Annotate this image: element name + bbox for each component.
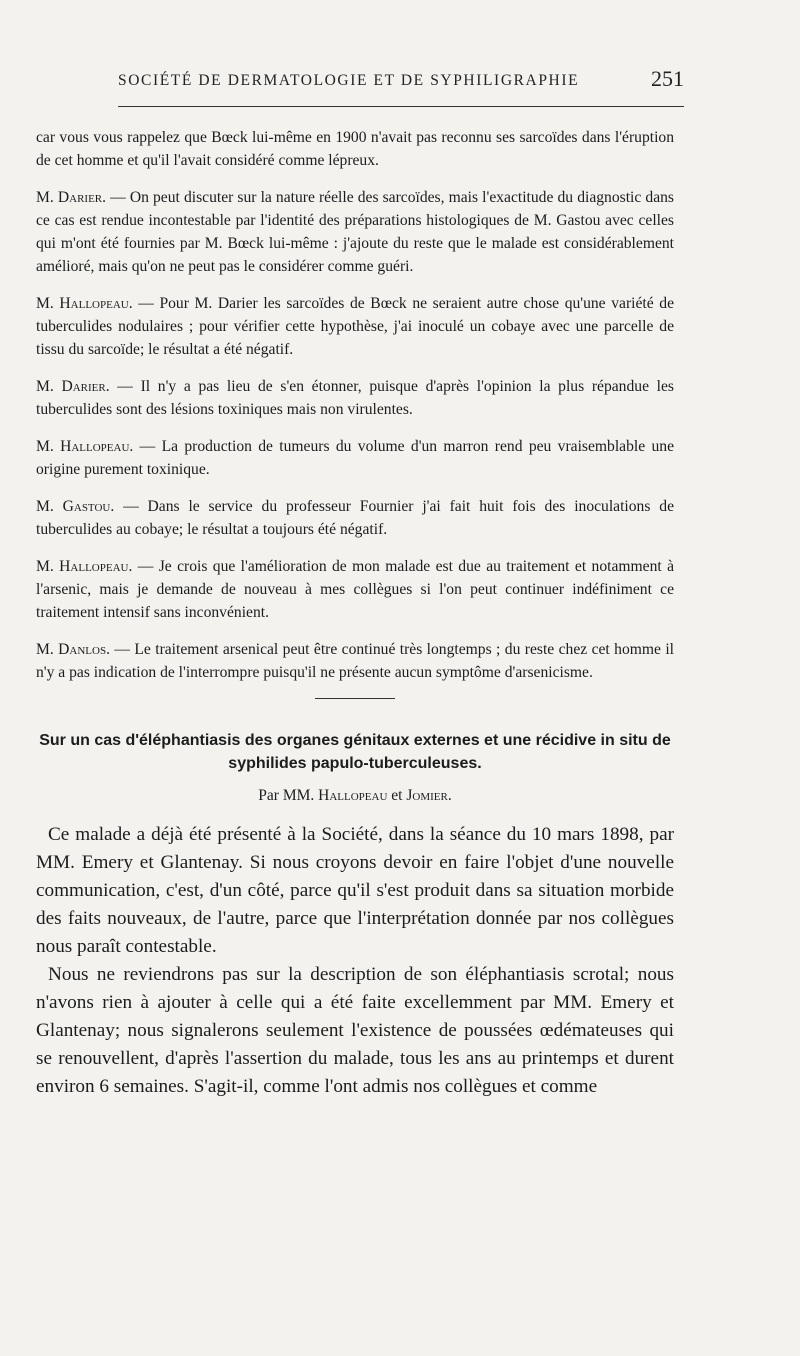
article-paragraph: Ce malade a déjà été présenté à la Société, dans la séance du 10 mars 1898, par MM. Emery et Glantenay. Si nous croyons devoir en faire l'objet d'une nouvelle communication, c'est, d'un côté, parce qu'il s'est produit dans sa situation morbide des faits nouveaux, de l'autre, parce que l'interprétation donnée par nos collègues nous paraît contestable. bbox=[36, 824, 674, 957]
discussion-text: — Je crois que l'amélioration de mon malade est due au traitement et notamment à l'arsenic, mais je demande de nouveau à mes collègues si l'on peut continuer indéfiniment ce traitement intensif sans inconvénient. bbox=[36, 558, 674, 621]
article-byline bbox=[36, 787, 674, 805]
discussion-text: — Dans le service du professeur Fournier j'ai fait huit fois des inoculations de tuberculides au cobaye; le résultat a toujours été négatif. bbox=[36, 498, 674, 538]
discussion-paragraph bbox=[36, 555, 674, 624]
speaker-name: M. Hallopeau. bbox=[36, 438, 134, 455]
discussion-paragraph bbox=[36, 126, 674, 172]
article-body bbox=[36, 821, 674, 1101]
article-title: Sur un cas d'éléphantiasis des organes génitaux externes et une récidive in situ de syphilides papulo-tuberculeuses. bbox=[39, 732, 671, 772]
discussion-text: — Pour M. Darier les sarcoïdes de Bœck ne seraient autre chose qu'une variété de tuberculides nodulaires ; pour vérifier cette hypothèse, j'ai inoculé un cobaye avec une parcelle de tissu du sarcoïde; le résultat a été négatif. bbox=[36, 295, 674, 358]
discussion-paragraph bbox=[36, 292, 674, 361]
discussion-paragraph bbox=[36, 638, 674, 684]
discussion-text: car vous vous rappelez que Bœck lui-même en 1900 n'avait pas reconnu ses sarcoïdes dans l'éruption de cet homme et qu'il l'avait considéré comme lépreux. bbox=[36, 129, 674, 169]
discussion-text: — Il n'y a pas lieu de s'en étonner, puisque d'après l'opinion la plus répandue les tuberculides sont des lésions toxiniques mais non virulentes. bbox=[36, 378, 674, 418]
byline-join: et bbox=[387, 787, 407, 804]
speaker-name: M. Hallopeau. bbox=[36, 558, 133, 575]
speaker-name: M. Hallopeau. bbox=[36, 295, 133, 312]
byline-suffix: . bbox=[447, 787, 452, 804]
section-separator bbox=[315, 698, 395, 699]
header-rule bbox=[118, 106, 684, 107]
speaker-name: M. Danlos. bbox=[36, 641, 110, 658]
page-header bbox=[118, 66, 684, 96]
discussion-section bbox=[36, 126, 674, 684]
discussion-text: — On peut discuter sur la nature réelle des sarcoïdes, mais l'exactitude du diagnostic dans ce cas est rendue incontestable par l'identité des préparations histologiques de M. Gastou avec celles qui m'ont été fournies par M. Bœck lui-même : j'ajoute du reste que le malade est considérablement amélioré, mais qu'on ne peut pas le considérer comme guéri. bbox=[36, 189, 674, 275]
discussion-paragraph bbox=[36, 435, 674, 481]
page-number: 251 bbox=[651, 66, 684, 91]
article-paragraph: Nous ne reviendrons pas sur la description de son éléphantiasis scrotal; nous n'avons rien à ajouter à celle qui a été faite excellemment par MM. Emery et Glantenay; nous signalerons seulement l'existence de poussées œdémateuses qui se renouvellent, d'après l'assertion du malade, tous les ans au printemps et durent environ 6 semaines. S'agit-il, comme l'ont admis nos collègues et comme bbox=[36, 964, 674, 1097]
discussion-paragraph bbox=[36, 186, 674, 278]
author-name: Jomier bbox=[406, 787, 448, 804]
byline-prefix: Par MM. bbox=[258, 787, 319, 804]
discussion-text: — La production de tumeurs du volume d'un marron rend peu vraisemblable une origine purement toxinique. bbox=[36, 438, 674, 478]
speaker-name: M. Darier. bbox=[36, 378, 110, 395]
page-body bbox=[36, 126, 674, 1101]
discussion-text: — Le traitement arsenical peut être continué très longtemps ; du reste chez cet homme il n'y a pas indication de l'interrompre puisqu'il ne présente aucun symptôme d'arsenicisme. bbox=[36, 641, 674, 681]
discussion-paragraph bbox=[36, 375, 674, 421]
author-name: Hallopeau bbox=[318, 787, 388, 804]
speaker-name: M. Gastou. bbox=[36, 498, 115, 515]
discussion-paragraph bbox=[36, 495, 674, 541]
speaker-name: M. Darier. bbox=[36, 189, 107, 206]
running-title: SOCIÉTÉ DE DERMATOLOGIE ET DE SYPHILIGRAPHIE bbox=[118, 72, 580, 89]
